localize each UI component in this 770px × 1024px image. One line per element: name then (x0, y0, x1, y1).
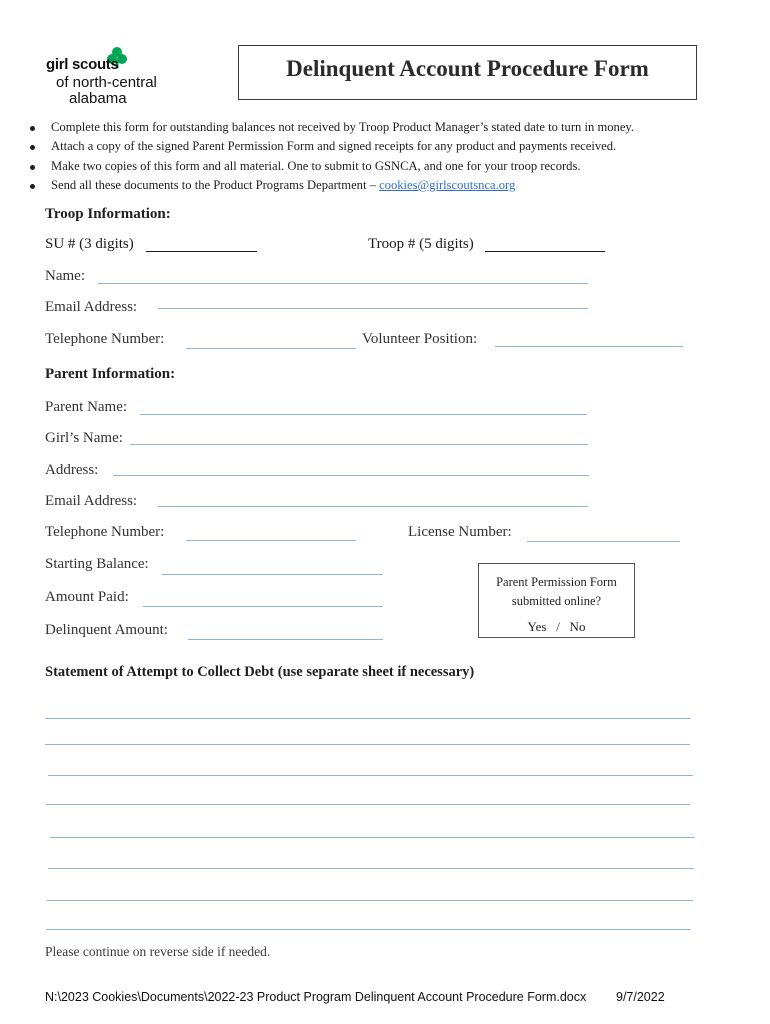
starting-balance-field[interactable] (162, 574, 383, 575)
volunteer-position-field[interactable] (495, 346, 683, 347)
form-title: Delinquent Account Procedure Form (286, 55, 649, 81)
troop-name-field[interactable] (98, 283, 588, 284)
parent-phone-field[interactable] (186, 540, 356, 541)
statement-line[interactable] (50, 837, 695, 838)
amount-paid-label: Amount Paid: (45, 589, 129, 605)
statement-line[interactable] (45, 744, 690, 745)
statement-line[interactable] (47, 900, 693, 901)
delinquent-amount-label: Delinquent Amount: (45, 622, 168, 638)
license-number-label: License Number: (408, 524, 512, 540)
instructions-list (30, 118, 750, 195)
logo-line3: alabama (69, 90, 127, 107)
parent-email-field[interactable] (158, 506, 588, 507)
footer-date: 9/7/2022 (616, 990, 665, 1004)
girl-name-label: Girl’s Name: (45, 430, 123, 446)
volunteer-position-label: Volunteer Position: (362, 331, 478, 347)
address-field[interactable] (113, 475, 589, 476)
troop-email-field[interactable] (158, 308, 588, 309)
statement-line[interactable] (48, 868, 694, 869)
instruction-item: Complete this form for outstanding balances not received by Troop Product Manager’s stated date to turn in money. (30, 118, 750, 137)
delinquent-amount-field[interactable] (188, 639, 383, 640)
yes-no-options[interactable]: Yes / No (527, 619, 586, 634)
permission-form-box (478, 563, 635, 638)
permission-line1: Parent Permission Form (496, 575, 617, 589)
instruction-text: Send all these documents to the Product Programs Department – (51, 177, 380, 192)
parent-name-field[interactable] (140, 414, 587, 415)
statement-heading: Statement of Attempt to Collect Debt (use separate sheet if necessary) (45, 664, 475, 680)
troop-name-label: Name: (45, 268, 85, 284)
gsnca-logo (44, 44, 184, 108)
instruction-item (30, 176, 750, 195)
parent-phone-label: Telephone Number: (45, 524, 165, 540)
logo-line1: girl scouts (46, 56, 119, 73)
girl-name-field[interactable] (130, 444, 588, 445)
footer-file-path: N:\2023 Cookies\Documents\2022-23 Product Program Delinquent Account Procedure Form.docx (45, 990, 587, 1004)
continue-note: Please continue on reverse side if needed. (45, 944, 271, 959)
title-box (238, 45, 697, 100)
instruction-item: Make two copies of this form and all material. One to submit to GSNCA, and one for your troop records. (30, 157, 750, 176)
su-label: SU # (3 digits) (45, 236, 134, 252)
statement-line[interactable] (46, 804, 690, 805)
troop-phone-field[interactable] (186, 348, 356, 349)
amount-paid-field[interactable] (143, 606, 383, 607)
address-label: Address: (45, 462, 99, 478)
statement-line[interactable] (46, 929, 691, 930)
email-link[interactable]: cookies@girlscoutsnca.org (379, 177, 516, 192)
troop-number-label: Troop # (5 digits) (368, 236, 474, 252)
permission-line2: submitted online? (511, 594, 602, 608)
statement-line[interactable] (48, 775, 693, 776)
starting-balance-label: Starting Balance: (45, 556, 149, 572)
logo-line2: of north-central (56, 74, 157, 91)
parent-name-label: Parent Name: (45, 399, 128, 415)
troop-email-label: Email Address: (45, 299, 138, 315)
license-number-field[interactable] (527, 541, 680, 542)
su-field[interactable] (146, 251, 257, 252)
parent-email-label: Email Address: (45, 493, 138, 509)
parent-info-heading: Parent Information: (45, 366, 176, 382)
troop-number-field[interactable] (485, 251, 605, 252)
instruction-item: Attach a copy of the signed Parent Permission Form and signed receipts for any product and payments received. (30, 137, 750, 156)
troop-info-heading: Troop Information: (45, 206, 171, 222)
troop-phone-label: Telephone Number: (45, 331, 165, 347)
statement-line[interactable] (45, 718, 691, 719)
